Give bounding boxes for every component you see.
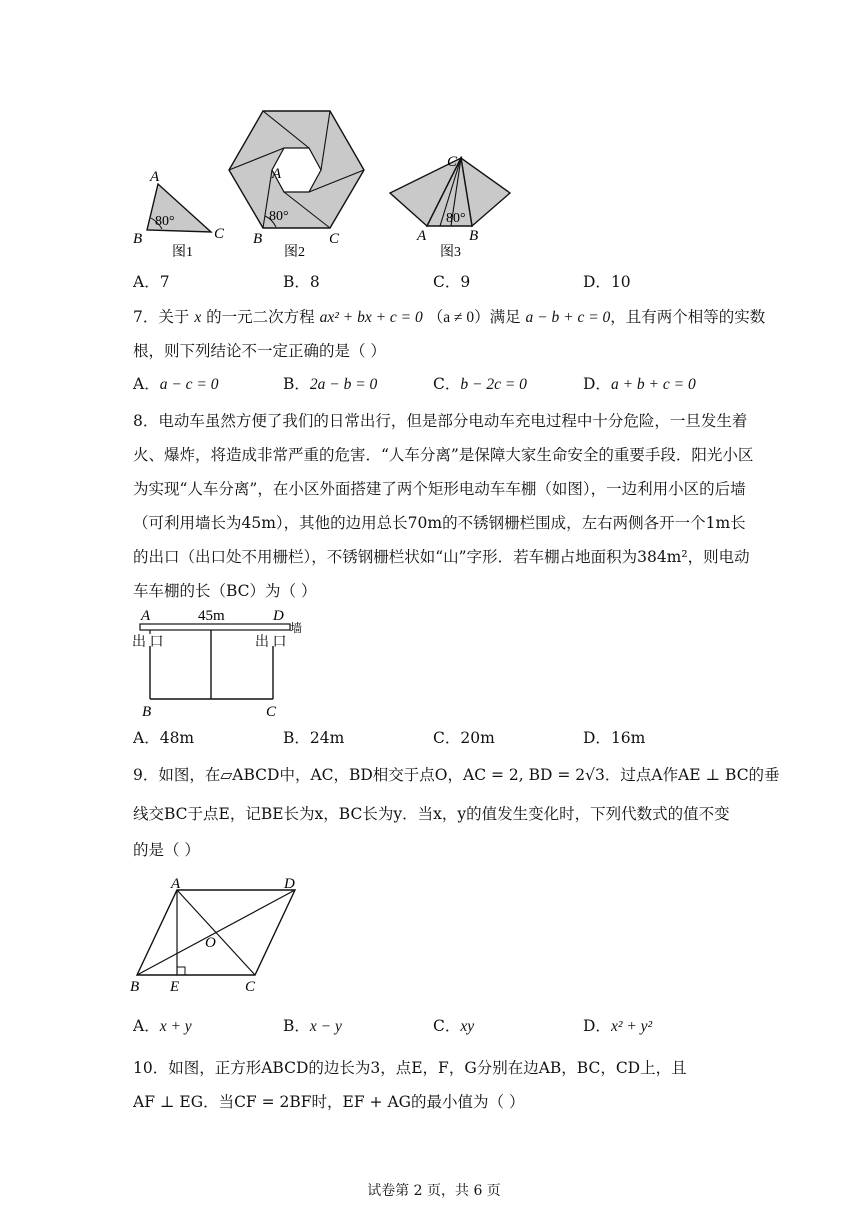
q9-label-d: D — [284, 876, 295, 892]
q8-stem-line2: 火、爆炸，将造成非常严重的危害．“人车分离”是保障大家生命安全的重要手段．阳光小区 — [133, 446, 754, 464]
q7-option-c[interactable]: C．b − 2c = 0 — [433, 375, 527, 393]
fig3-label-b: B — [469, 228, 479, 244]
q9-label-b: B — [130, 979, 140, 995]
q9-label-a: A — [171, 876, 181, 892]
fig3-caption: 图3 — [440, 245, 461, 260]
q8-option-b[interactable]: B．24m — [283, 729, 345, 747]
fig1-label-a: A — [150, 169, 160, 185]
fig3-angle: 80° — [446, 211, 466, 226]
q8-wall-label: 墙 — [290, 621, 303, 635]
q7-option-d[interactable]: D．a + b + c = 0 — [583, 375, 696, 393]
fig2-label-b: B — [253, 231, 263, 247]
q9-option-a[interactable]: A．x + y — [133, 1017, 192, 1035]
q8-label-d: D — [273, 608, 284, 624]
fig2-caption: 图2 — [284, 245, 305, 260]
fig1-caption: 图1 — [172, 245, 193, 260]
q6-fig3 — [390, 154, 510, 260]
q6-option-b[interactable]: B．8 — [283, 273, 320, 291]
q8-label-b: B — [142, 704, 152, 720]
q8-option-a[interactable]: A．48m — [133, 729, 195, 747]
q8-figure — [120, 604, 320, 722]
q9-stem-line1: 9．如图，在▱ABCD中，AC，BD相交于点O，AC = 2, BD = 2√3．过点A作AE ⊥ BC的垂 — [133, 766, 780, 784]
q9-option-c[interactable]: C．xy — [433, 1017, 475, 1035]
q8-stem-line4: （可利用墙长为45m），其他的边用总长70m的不锈钢栅栏围成，左右两侧各开一个1m长 — [133, 514, 746, 532]
fig1-label-c: C — [214, 226, 225, 242]
q10-stem-line1: 10．如图，正方形ABCD的边长为3，点E，F，G分别在边AB，BC，CD上，且 — [133, 1059, 687, 1077]
q6-figures — [0, 0, 868, 270]
q9-option-d[interactable]: D．x² + y² — [583, 1017, 653, 1035]
q9-stem-line3: 的是（ ） — [133, 841, 200, 859]
q10-stem-line2: AF ⊥ EG．当CF = 2BF时，EF + AG的最小值为（ ） — [133, 1093, 525, 1111]
page-footer: 试卷第 2 页，共 6 页 — [367, 1183, 501, 1199]
q9-label-e: E — [170, 979, 180, 995]
fig2-label-c: C — [329, 231, 340, 247]
fig1-label-b: B — [133, 231, 143, 247]
fig2-label-a: A — [272, 166, 282, 182]
q8-option-d[interactable]: D．16m — [583, 729, 646, 747]
q8-stem-line6: 车车棚的长（BC）为（ ） — [133, 582, 317, 600]
q7-stem-line1: 7．关于 x 的一元二次方程 ax² + bx + c = 0 （a ≠ 0）满足 a − b + c = 0，且有两个相等的实数 — [133, 308, 766, 326]
q9-label-c: C — [245, 979, 256, 995]
q9-option-b[interactable]: B．x − y — [283, 1017, 342, 1035]
q7-stem-line2: 根，则下列结论不一定正确的是（ ） — [133, 342, 386, 360]
q7-option-a[interactable]: A．a − c = 0 — [133, 375, 219, 393]
q8-stem-line1: 8．电动车虽然方便了我们的日常出行，但是部分电动车充电过程中十分危险，一旦发生着 — [133, 412, 748, 430]
q8-label-a: A — [141, 608, 151, 624]
q7-option-b[interactable]: B．2a − b = 0 — [283, 375, 378, 393]
fig2-angle: 80° — [269, 209, 289, 224]
q8-exit-left: 出 口 — [132, 635, 164, 650]
q9-figure — [125, 870, 315, 998]
q8-wall-length: 45m — [198, 608, 225, 624]
q9-stem-line2: 线交BC于点E，记BE长为x，BC长为y．当x，y的值发生变化时，下列代数式的值不变 — [133, 805, 730, 823]
q9-label-o: O — [205, 935, 216, 951]
q8-label-c: C — [266, 704, 277, 720]
fig3-label-a: A — [417, 228, 427, 244]
q8-exit-right: 出 口 — [255, 635, 287, 650]
q6-option-c[interactable]: C．9 — [433, 273, 471, 291]
q6-fig1 — [133, 169, 225, 260]
q6-option-d[interactable]: D．10 — [583, 273, 631, 291]
fig1-angle: 80° — [155, 214, 175, 229]
q8-stem-line3: 为实现“人车分离”，在小区外面搭建了两个矩形电动车车棚（如图），一边利用小区的后墙 — [133, 480, 746, 498]
q6-fig2 — [229, 111, 364, 260]
q8-option-c[interactable]: C．20m — [433, 729, 495, 747]
q8-stem-line5: 的出口（出口处不用栅栏），不锈钢栅栏状如“山”字形．若车棚占地面积为384m²，则电动 — [133, 548, 750, 566]
q6-option-a[interactable]: A．7 — [133, 273, 170, 291]
fig3-label-c: C — [447, 154, 458, 170]
